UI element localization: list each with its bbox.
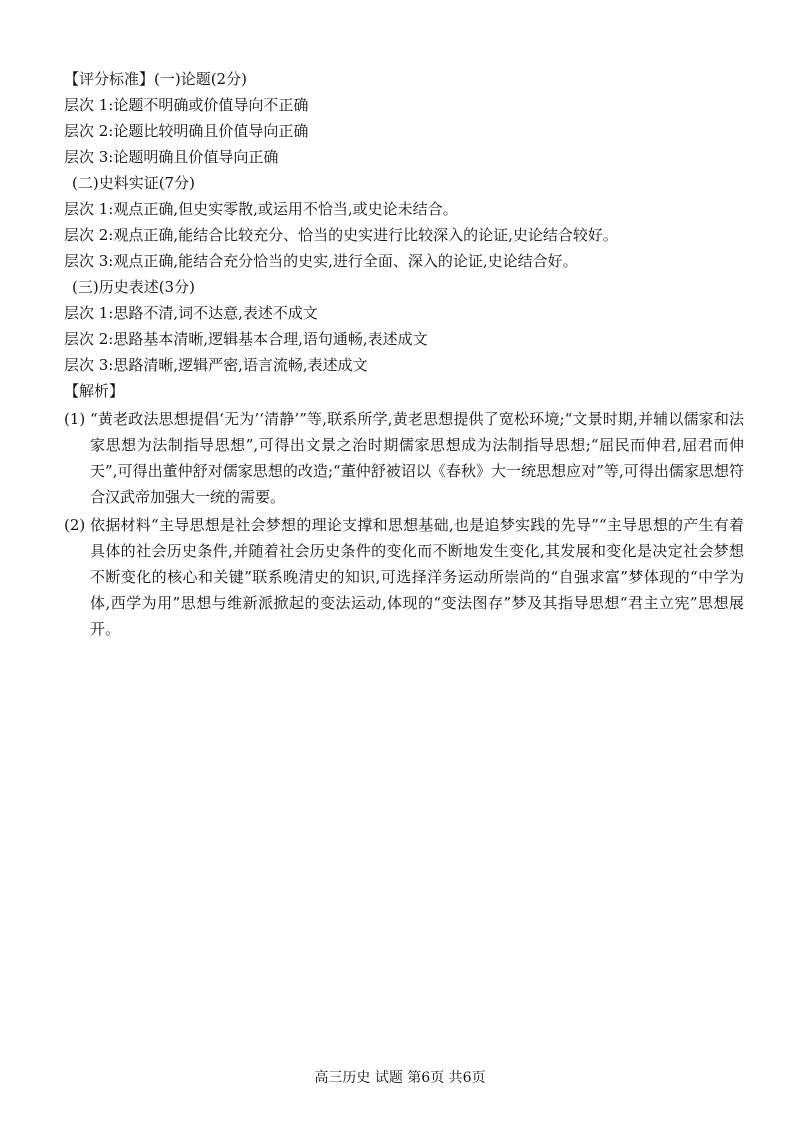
evidence-header: (二)史料实证(7分) <box>72 174 195 192</box>
expression-header: (三)历史表述(3分) <box>72 278 195 296</box>
topic-level-1: 层次 1:论题不明确或价值导向不正确 <box>64 96 309 114</box>
evidence-level-3: 层次 3:观点正确,能结合充分恰当的史实,进行全面、深入的论证,史论结合好。 <box>64 252 578 270</box>
scoring-standard-header: 【评分标准】(一)论题(2分) <box>64 70 247 88</box>
analysis-item-text: “黄老政法思想提倡‘无为’‘清静’”等,联系所学,黄老思想提供了宽松环境;“文景时期,并辅以儒家和法家思想为法制指导思想”,可得出文景之治时期儒家思想成为法制指导思想;“屈民而伸君,屈君而伸天”,可得出董仲舒对儒家思想的改造;“董仲舒被诏以《春秋》大一统思想应对”等,可得出儒家思想符合汉武帝加强大一统的需要。 <box>90 410 744 506</box>
analysis-item-1 <box>64 406 744 510</box>
analysis-item-text: 依据材料“主导思想是社会梦想的理论支撑和思想基础,也是追梦实践的先导”“主导思想的产生有着具体的社会历史条件,并随着社会历史条件的变化而不断地发生变化,其发展和变化是决定社会梦想不断变化的核心和关键”联系晚清史的知识,可选择洋务运动所崇尚的“自强求富”梦体现的“中学为体,西学为用”思想与维新派掀起的变法运动,体现的“变法图存”梦及其指导思想“君主立宪”思想展开。 <box>90 516 744 638</box>
analysis-item-number: (1) <box>64 410 86 428</box>
expression-level-1: 层次 1:思路不清,词不达意,表述不成文 <box>64 304 318 322</box>
topic-level-3: 层次 3:论题明确且价值导向正确 <box>64 148 279 166</box>
expression-level-2: 层次 2:思路基本清晰,逻辑基本合理,语句通畅,表述成文 <box>64 330 428 348</box>
answer-content <box>64 66 744 642</box>
topic-level-2: 层次 2:论题比较明确且价值导向正确 <box>64 122 309 140</box>
analysis-item-number: (2) <box>64 516 86 534</box>
analysis-item-2 <box>64 512 744 642</box>
page-footer: 高三历史 试题 第6页 共6页 <box>314 1070 486 1086</box>
evidence-level-1: 层次 1:观点正确,但史实零散,或运用不恰当,或史论未结合。 <box>64 200 458 218</box>
expression-level-3: 层次 3:思路清晰,逻辑严密,语言流畅,表述成文 <box>64 356 368 374</box>
evidence-level-2: 层次 2:观点正确,能结合比较充分、恰当的史实进行比较深入的论证,史论结合较好。 <box>64 226 618 244</box>
analysis-header: 【解析】 <box>64 382 125 400</box>
